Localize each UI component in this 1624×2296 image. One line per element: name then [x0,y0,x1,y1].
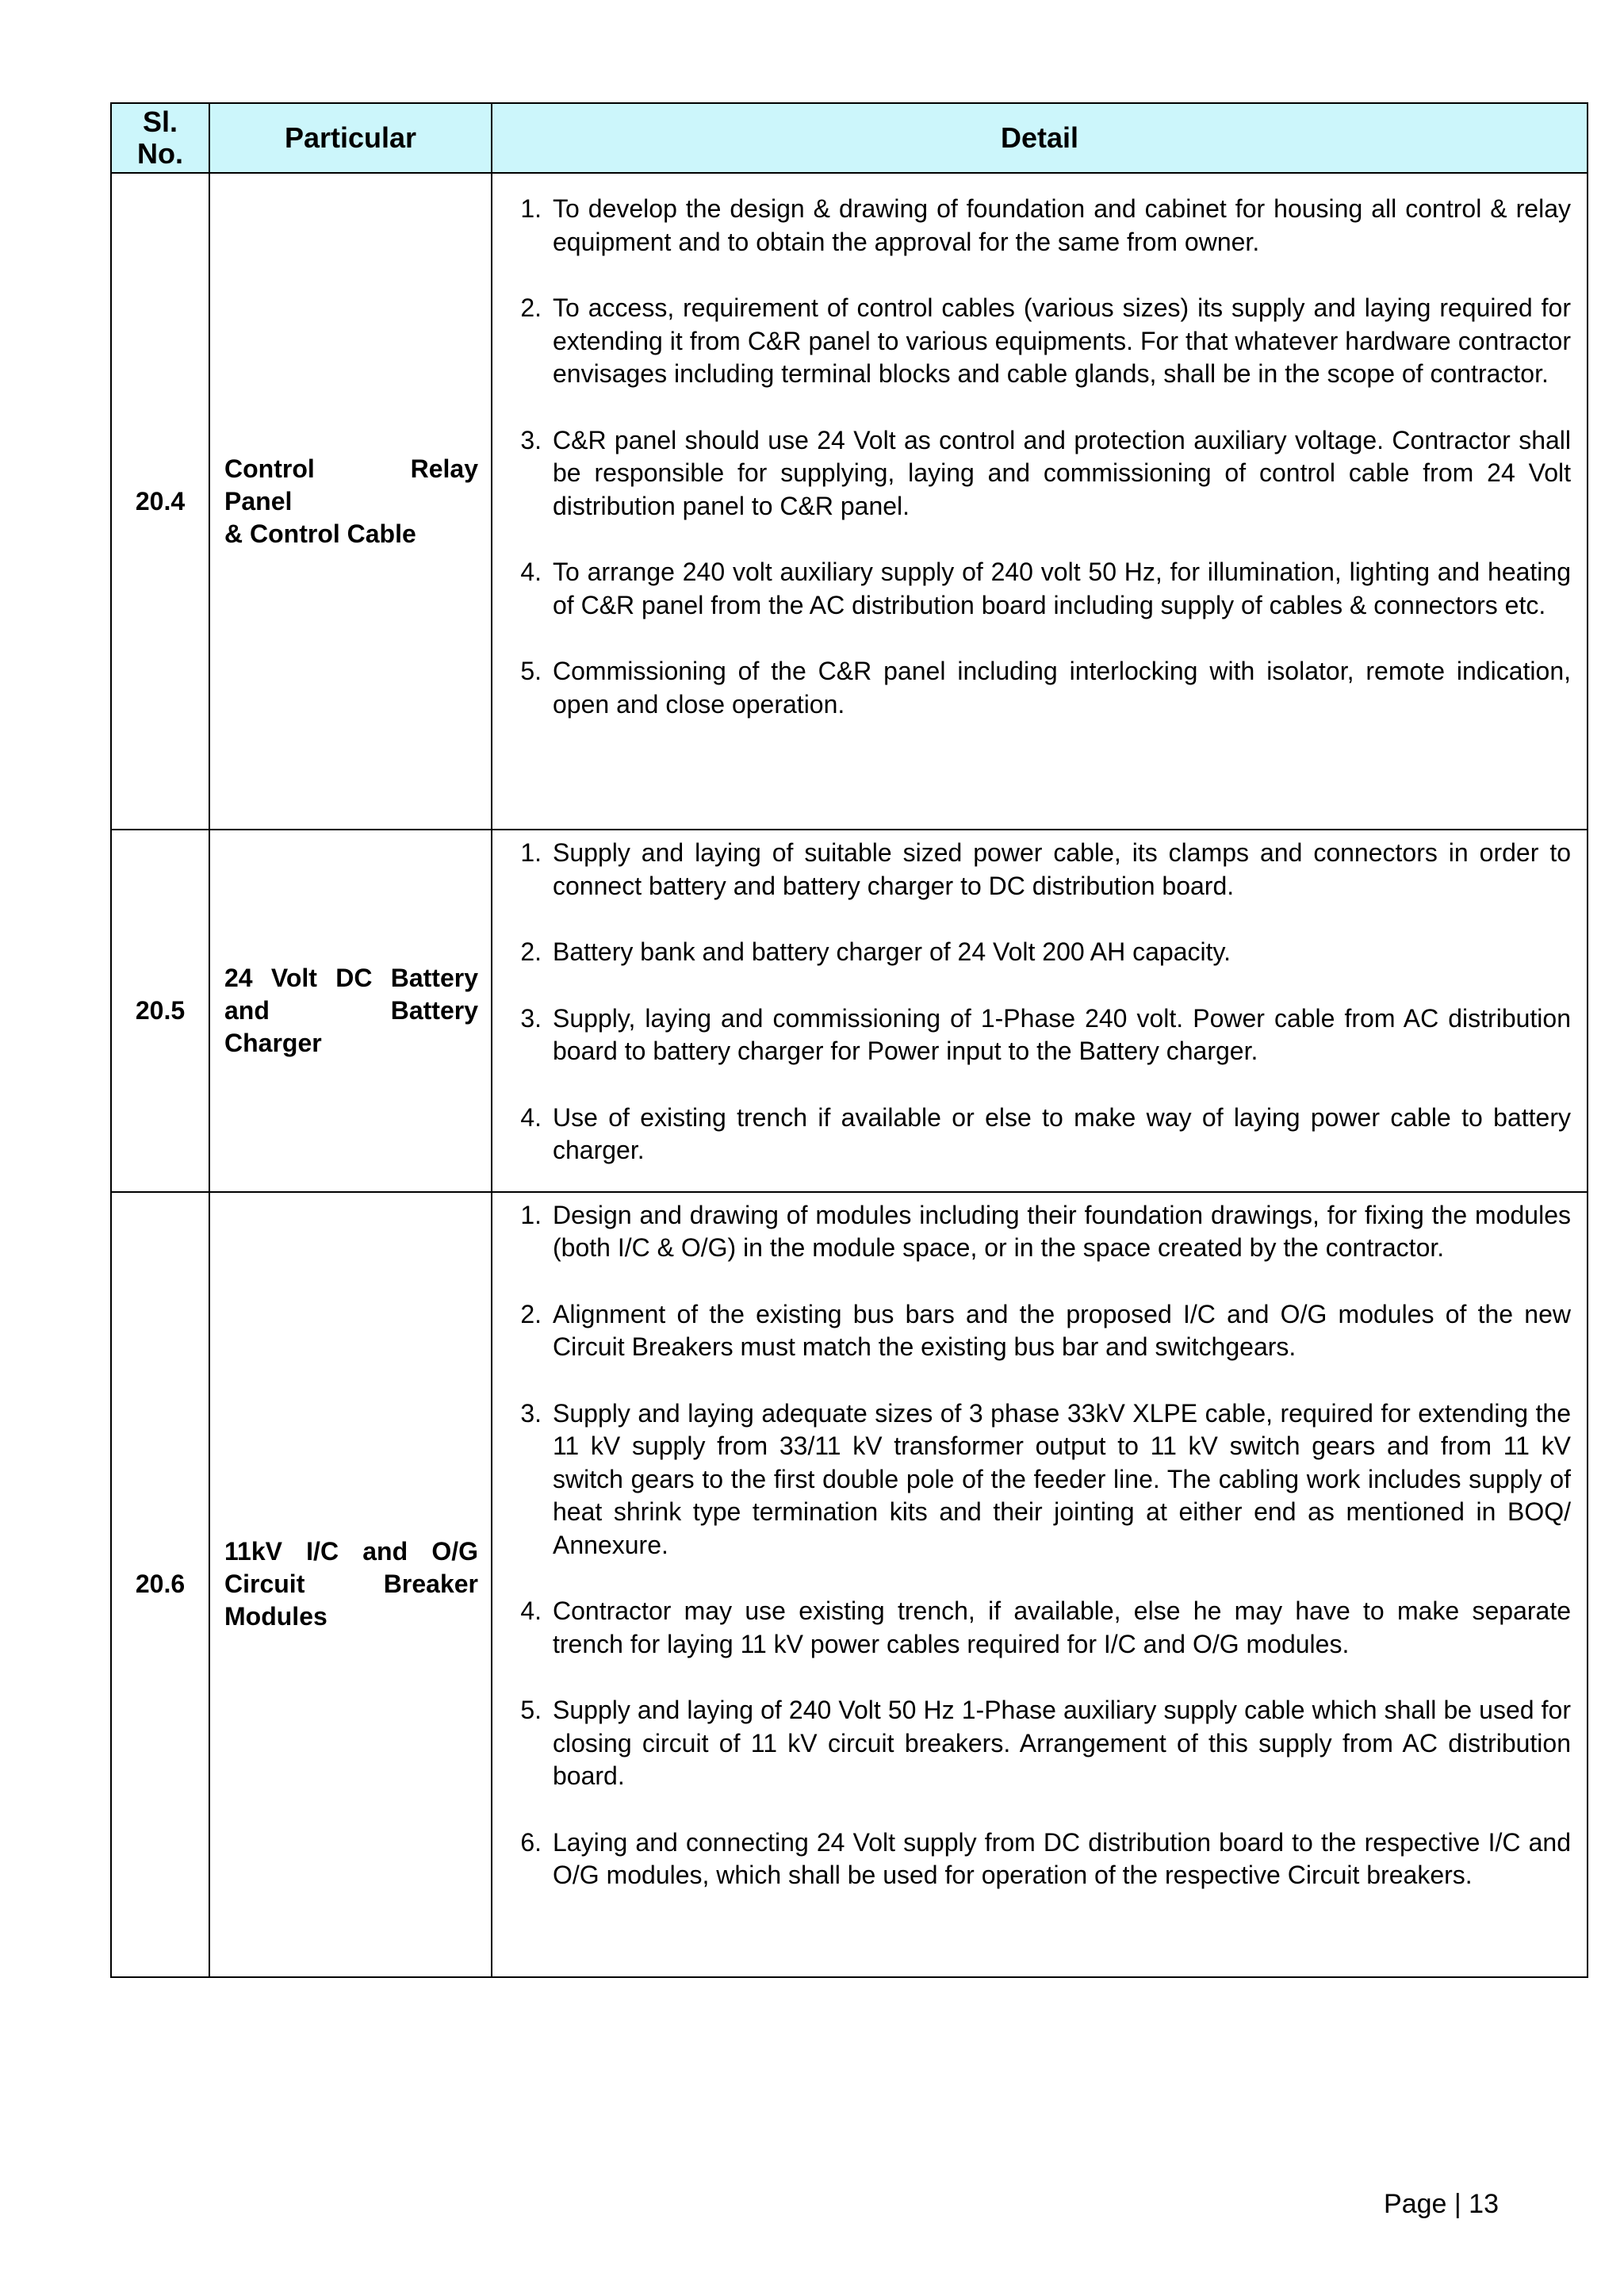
table-row [111,1192,1588,1977]
item-text: Supply and laying of 240 Volt 50 Hz 1-Phase auxiliary supply cable which shall be used for closing circuit of 11 kV circuit breakers. Arrangement of this supply from AC distribution board. [553,1696,1571,1790]
item-number: 1. [520,1200,542,1229]
particular-line: 11kV I/C and O/G [224,1537,478,1566]
particular-line: and Battery [224,995,478,1025]
item-text: To access, requirement of control cables (various sizes) its supply and laying required for extending it from C&R panel to various equipments. For that whatever hardware contractor envisages including terminal blocks and cable glands, shall be in the scope of contractor. [553,293,1571,388]
item-text: Battery bank and battery charger of 24 Volt 200 AH capacity. [553,937,1231,966]
detail-cell [492,830,1588,1192]
item-text: Contractor may use existing trench, if available, else he may have to make separate trench for laying 11 kV power cables required for I/C and O/G modules. [553,1596,1571,1658]
particular-line: Charger [224,1028,322,1057]
header-detail: Detail [492,103,1588,173]
list-item [492,1397,1571,1562]
particular-line: Circuit Breaker [224,1570,478,1598]
list-item [492,655,1571,721]
item-number: 6. [520,1827,542,1857]
item-text: Supply and laying of suitable sized power cable, its clamps and connectors in order to connect battery and battery charger to DC distribution board. [553,838,1571,900]
list-item [492,837,1571,903]
item-text: Supply and laying adequate sizes of 3 phase 33kV XLPE cable, required for extending the 11 kV supply from 33/11 kV transformer output to 11 kV switch gears and from 11 kV switch gears to the first double pole of the feeder line. The cabling work includes supply of heat shrink type termination kits and their jointing at either end as mentioned in BOQ/ Annexure. [553,1398,1571,1559]
item-text: Use of existing trench if available or else to make way of laying power cable to battery charger. [553,1102,1571,1164]
table-header-row [111,103,1588,173]
specification-table [110,102,1588,1978]
item-number: 4. [520,1102,542,1132]
item-number: 2. [520,293,542,322]
particular-cell [209,173,492,830]
particular-line: Modules [224,1602,327,1631]
particular-cell [209,1192,492,1977]
list-item [492,1826,1571,1892]
header-particular: Particular [209,103,492,173]
list-item [492,556,1571,622]
list-item [492,292,1571,391]
item-number: 1. [520,838,542,867]
item-number: 5. [520,657,542,685]
list-item [492,193,1571,259]
detail-list [492,1199,1571,1892]
detail-cell [492,173,1588,830]
page-number: Page | 13 [1384,2189,1499,2219]
item-text: Laying and connecting 24 Volt supply from DC distribution board to the respective I/C and O/G modules, which shall be used for operation of the respective Circuit breakers. [553,1827,1571,1889]
item-number: 3. [520,1398,542,1428]
list-item [492,1298,1571,1364]
list-item [492,1002,1571,1068]
item-number: 5. [520,1696,542,1724]
particular-line: 24 Volt DC Battery [224,963,478,992]
sl-number: 20.5 [111,830,209,1192]
item-number: 2. [520,1299,542,1328]
sl-number: 20.6 [111,1192,209,1977]
header-sl-no: Sl. No. [111,103,209,173]
list-item [492,1595,1571,1661]
detail-cell [492,1192,1588,1977]
item-text: C&R panel should use 24 Volt as control and protection auxiliary voltage. Contractor shall be responsible for supplying, laying and commissioning of control cable from 24 Volt distribution panel to C&R panel. [553,425,1571,520]
particular-line: Panel [224,486,293,516]
item-text: Alignment of the existing bus bars and the proposed I/C and O/G modules of the new Circuit Breakers must match the existing bus bar and switchgears. [553,1299,1571,1361]
item-number: 4. [520,1596,542,1625]
item-number: 3. [520,1003,542,1033]
particular-line: & Control Cable [224,519,416,548]
item-number: 4. [520,558,542,586]
list-item [492,424,1571,523]
list-item [492,1694,1571,1793]
table-row [111,830,1588,1192]
particular-cell [209,830,492,1192]
detail-list [492,837,1571,1167]
item-text: To arrange 240 volt auxiliary supply of 240 volt 50 Hz, for illumination, lighting and heating of C&R panel from the AC distribution board including supply of cables & connectors etc. [553,558,1571,619]
list-item [492,1102,1571,1167]
item-number: 3. [520,425,542,454]
list-item [492,936,1571,969]
table-row [111,173,1588,830]
item-text: Supply, laying and commissioning of 1-Phase 240 volt. Power cable from AC distribution board to battery charger for Power input to the Battery charger. [553,1003,1571,1065]
item-text: To develop the design & drawing of foundation and cabinet for housing all control & relay equipment and to obtain the approval for the same from owner. [553,194,1571,256]
item-number: 2. [520,937,542,966]
item-text: Commissioning of the C&R panel including interlocking with isolator, remote indication, open and close operation. [553,657,1571,719]
list-item [492,1199,1571,1265]
particular-line: Control Relay [224,454,478,483]
item-number: 1. [520,194,542,223]
detail-list [492,193,1571,721]
sl-number: 20.4 [111,173,209,830]
item-text: Design and drawing of modules including their foundation drawings, for fixing the modules (both I/C & O/G) in the module space, or in the space created by the contractor. [553,1200,1571,1262]
